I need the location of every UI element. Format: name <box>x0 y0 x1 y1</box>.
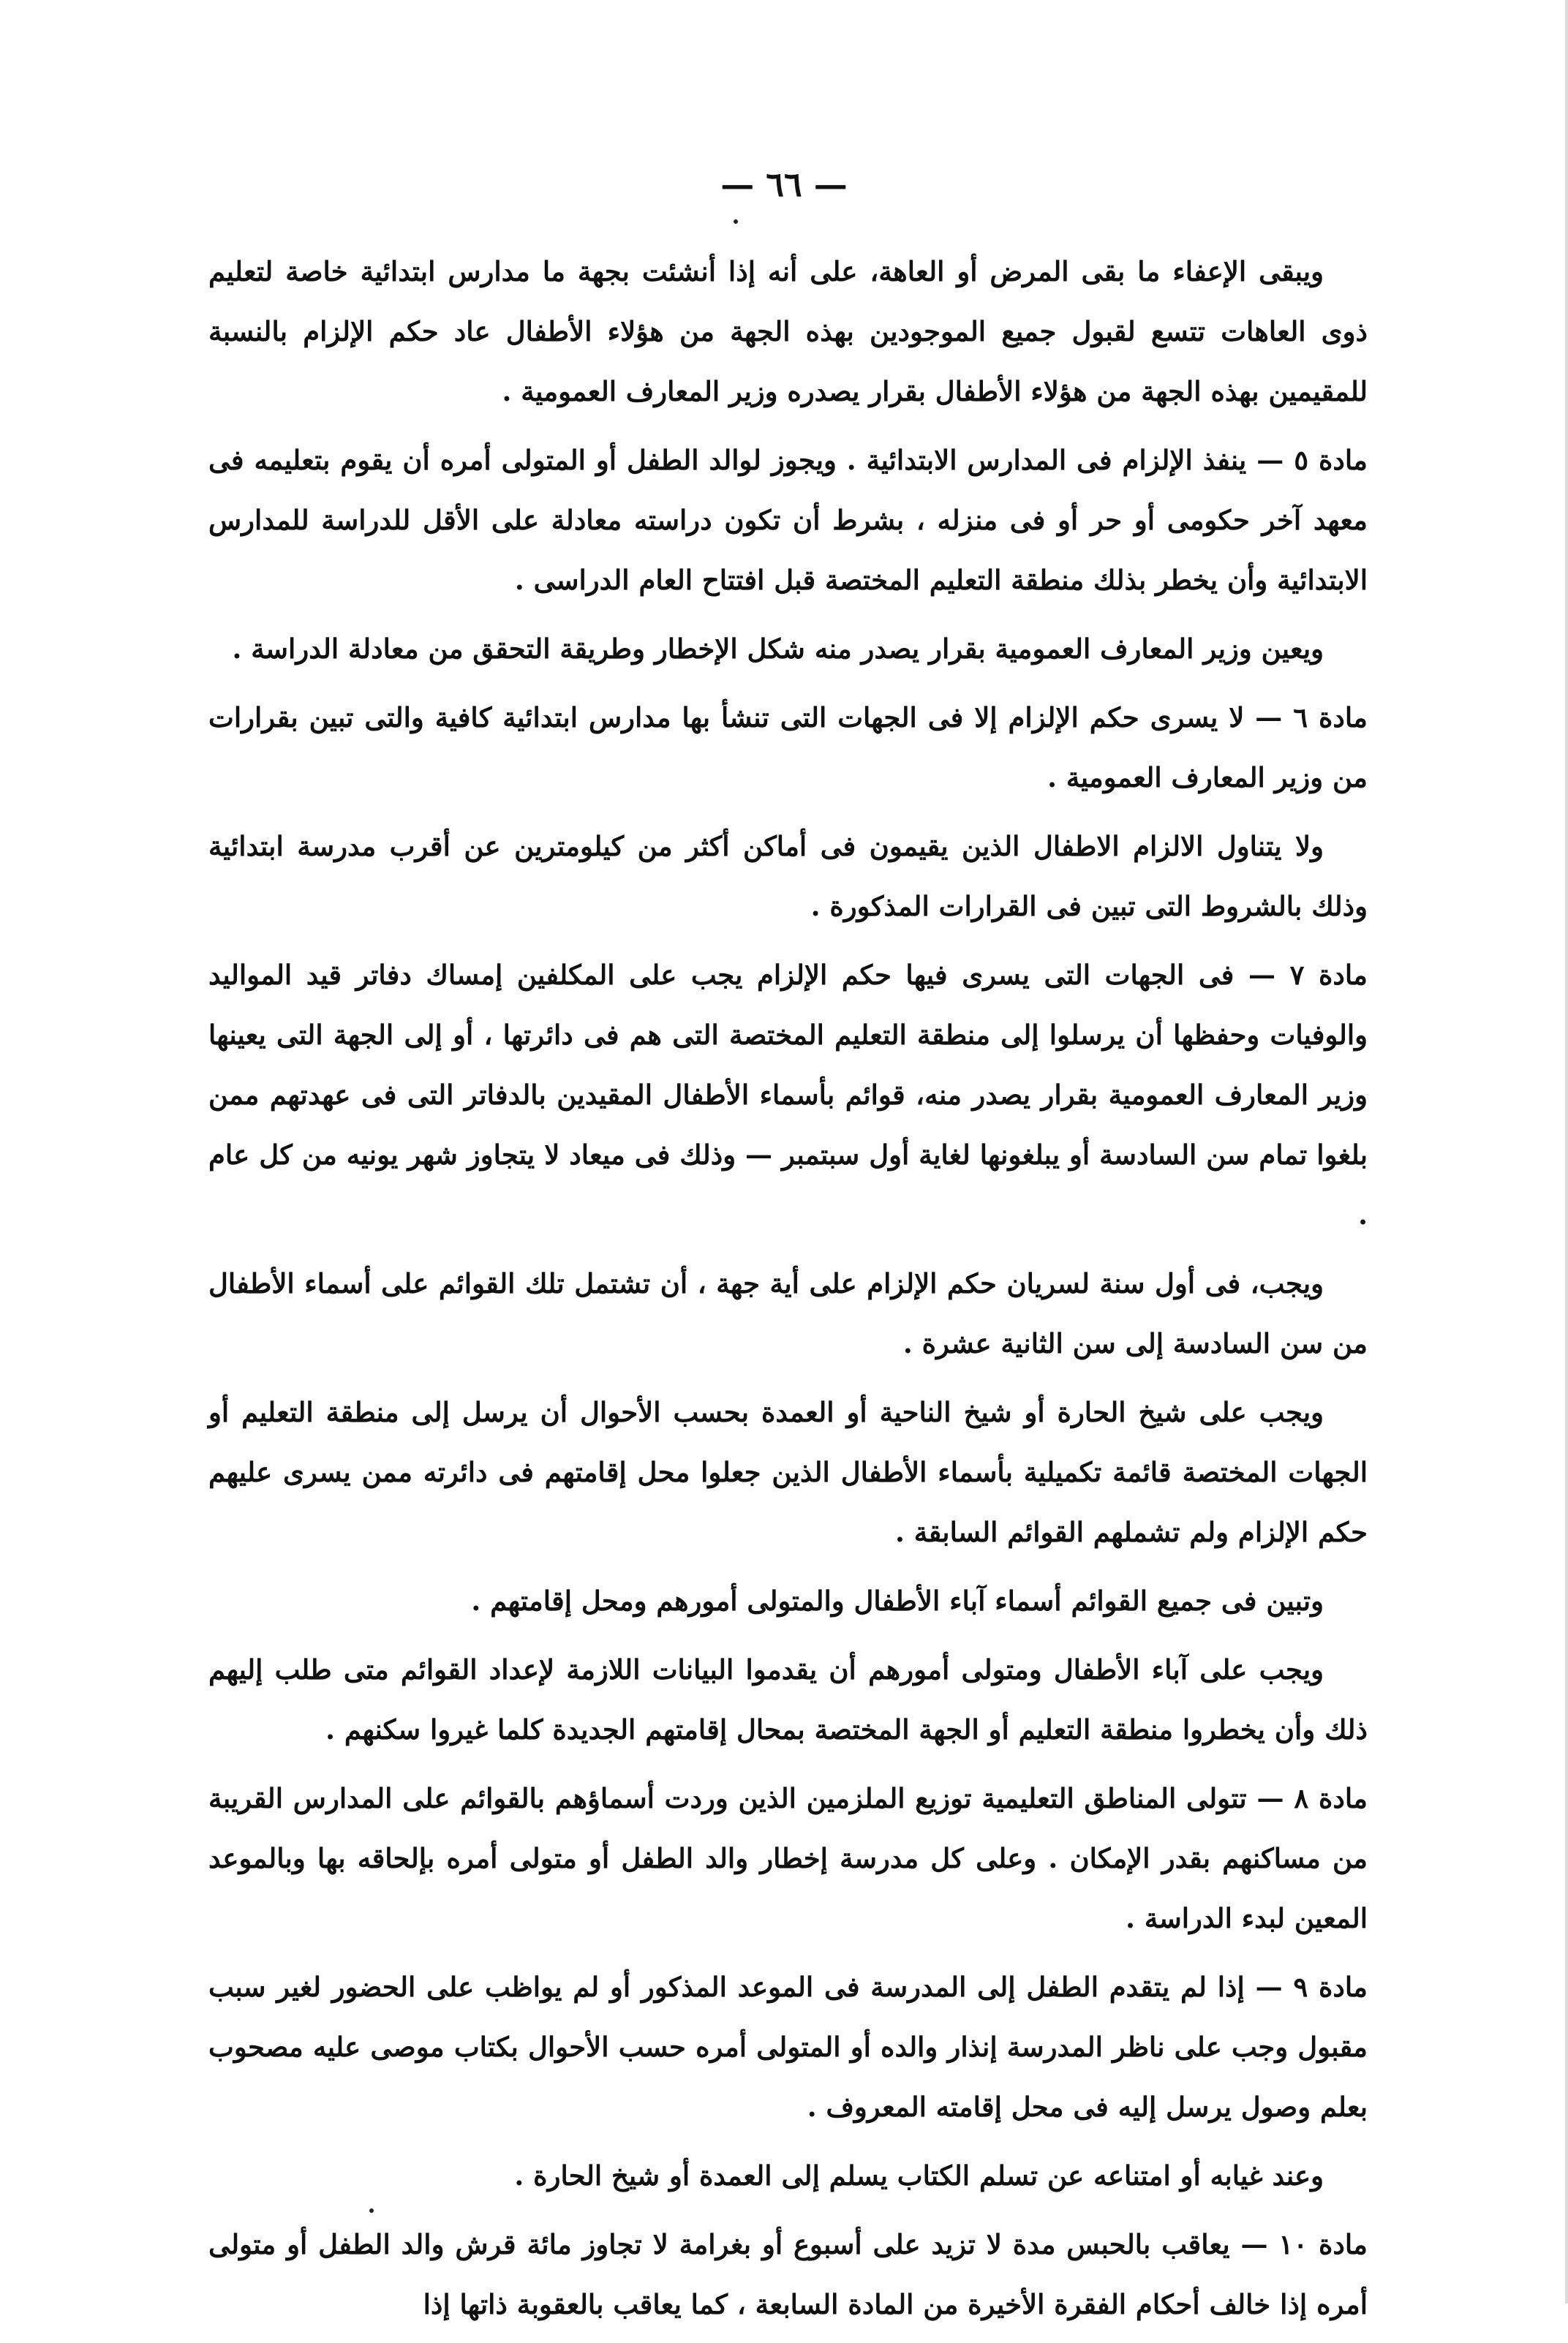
paragraph-minister-decision <box>208 619 1368 679</box>
document-body <box>208 241 1368 2343</box>
article-9 <box>208 1957 1368 2137</box>
dot-mark <box>734 219 738 224</box>
article-text: يعاقب بالحبس مدة لا تزيد على أسبوع أو بغرامة لا تجاوز مائة قرش والد الطفل أو متولى أمره إذا خالف أحكام الفقرة الأخيرة من المادة السابعة ، كما يعاقب بالعقوبة ذاتها إذا <box>208 2228 1368 2320</box>
article-label: مادة ٩ — <box>1255 1971 1368 2003</box>
paragraph-exemption <box>208 241 1368 421</box>
article-5 <box>208 430 1368 610</box>
paragraph-text: ويجب على شيخ الحارة أو شيخ الناحية أو العمدة بحسب الأحوال أن يرسل إلى منطقة التعليم أو الجهات المختصة قائمة تكميلية بأسماء الأطفال الذين جعلوا محل إقامتهم فى دائرته ممن يسرى عليهم حكم الإلزام ولم تشملهم القوائم السابقة . <box>208 1396 1368 1548</box>
article-label: مادة ١٠ — <box>1240 2228 1368 2260</box>
article-6 <box>208 687 1368 807</box>
article-7 <box>208 945 1368 1245</box>
paragraph-text: ويجب على آباء الأطفال ومتولى أمورهم أن يقدموا البيانات اللازمة لإعداد القوائم متى طلب إليهم ذلك وأن يخطروا منطقة التعليم أو الجهة المختصة بمحال إقامتهم الجديدة كلما غيروا سكنهم . <box>208 1653 1368 1746</box>
article-text: تتولى المناطق التعليمية توزيع الملزمين الذين وردت أسماؤهم بالقوائم على المدارس القريبة من مساكنهم بقدر الإمكان . وعلى كل مدرسة إخطار والد الطفل أو متولى أمره بإلحاقه بها وبالموعد المعين لبدء الدراسة . <box>208 1782 1368 1934</box>
paragraph-absence-delivery <box>208 2146 1368 2206</box>
article-text: لا يسرى حكم الإلزام إلا فى الجهات التى تنشأ بها مدارس ابتدائية كافية والتى تبين بقرارات من وزير المعارف العمومية . <box>208 701 1368 793</box>
article-8 <box>208 1768 1368 1948</box>
article-label: مادة ٥ — <box>1256 444 1368 476</box>
paragraph-text: ولا يتناول الالزام الاطفال الذين يقيمون فى أماكن أكثر من كيلومترين عن أقرب مدرسة ابتدائية وذلك بالشروط التى تبين فى القرارات المذكورة . <box>208 830 1368 922</box>
paragraph-text: ويعين وزير المعارف العمومية بقرار يصدر منه شكل الإخطار وطريقة التحقق من معادلة الدراسة . <box>232 633 1324 665</box>
paragraph-first-year-lists <box>208 1253 1368 1373</box>
article-label: مادة ٨ — <box>1256 1782 1368 1814</box>
paragraph-text: ويبقى الإعفاء ما بقى المرض أو العاهة، على أنه إذا أنشئت بجهة ما مدارس ابتدائية خاصة لتعليم ذوى العاهات تتسع لقبول جميع الموجودين بهذه الجهة من هؤلاء الأطفال عاد حكم الإلزام بالنسبة للمقيمين بهذه الجهة من هؤلاء الأطفال بقرار يصدره وزير المعارف العمومية . <box>208 255 1368 407</box>
paragraph-distance-rule <box>208 816 1368 936</box>
article-text: فى الجهات التى يسرى فيها حكم الإلزام يجب على المكلفين إمساك دفاتر قيد المواليد والوفيات وحفظها أن يرسلوا إلى منطقة التعليم المختصة التى هم فى دائرتها ، أو إلى الجهة التى يعينها وزير المعارف العمومية بقرار يصدر منه، قوائم بأسماء الأطفال المقيدين بالدفاتر التى فى عهدتهم ممن بلغوا تمام سن السادسة أو يبلغونها لغاية أول سبتمبر — وذلك فى ميعاد لا يتجاوز شهر يونيه من كل عام . <box>208 959 1368 1231</box>
paragraph-list-contents <box>208 1571 1368 1631</box>
paragraph-parents-duty <box>208 1640 1368 1759</box>
paragraph-text: وعند غيابه أو امتناعه عن تسلم الكتاب يسلم إلى العمدة أو شيخ الحارة . <box>514 2159 1324 2192</box>
paragraph-text: ويجب، فى أول سنة لسريان حكم الإلزام على أية جهة ، أن تشتمل تلك القوائم على أسماء الأطفال من سن السادسة إلى سن الثانية عشرة . <box>208 1267 1368 1359</box>
article-10 <box>208 2214 1368 2334</box>
paragraph-text: وتبين فى جميع القوائم أسماء آباء الأطفال والمتولى أمورهم ومحل إقامتهم . <box>471 1585 1324 1617</box>
article-text: إذا لم يتقدم الطفل إلى المدرسة فى الموعد المذكور أو لم يواظب على الحضور لغير سبب مقبول وجب على ناظر المدرسة إنذار والده أو المتولى أمره حسب الأحوال بكتاب موصى عليه مصحوب بعلم وصول يرسل إليه فى محل إقامته المعروف . <box>208 1971 1368 2123</box>
article-label: مادة ٦ — <box>1255 701 1368 733</box>
paragraph-supplementary-list <box>208 1382 1368 1562</box>
article-label: مادة ٧ — <box>1248 959 1368 991</box>
page-number: — ٦٦ — <box>720 165 848 204</box>
page-edge <box>1565 0 1568 2304</box>
article-text: ينفذ الإلزام فى المدارس الابتدائية . ويجوز لوالد الطفل أو المتولى أمره أن يقوم بتعليمه فى معهد آخر حكومى أو حر أو فى منزله ، بشرط أن تكون دراسته معادلة على الأقل للدراسة للمدارس الابتدائية وأن يخطر بذلك منطقة التعليم المختصة قبل افتتاح العام الدراسى . <box>208 444 1368 596</box>
